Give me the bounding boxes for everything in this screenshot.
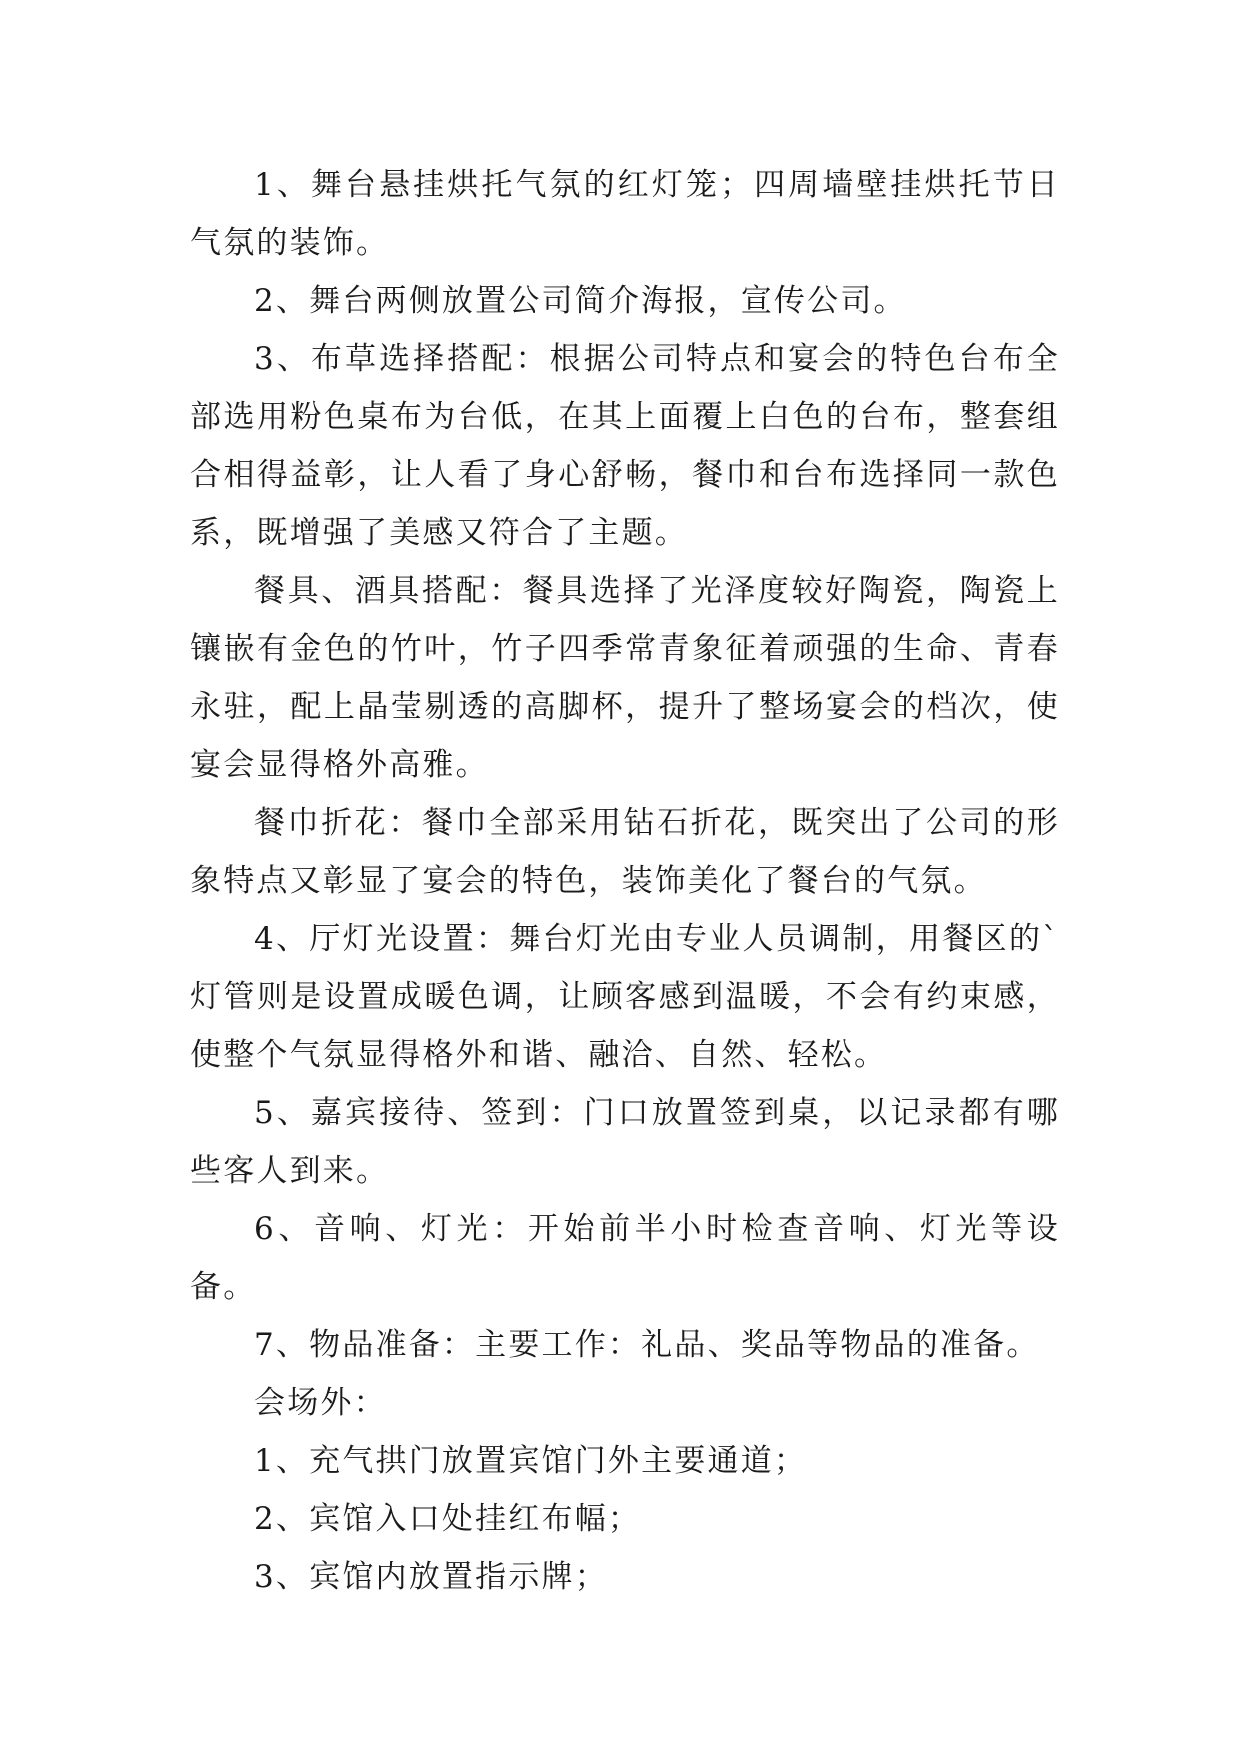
paragraph-napkin-folding: 餐巾折花：餐巾全部采用钻石折花，既突出了公司的形象特点又彰显了宴会的特色，装饰美化了餐台的气氛。 bbox=[190, 805, 1060, 899]
paragraph-tableware: 餐具、酒具搭配：餐具选择了光泽度较好陶瓷，陶瓷上镶嵌有金色的竹叶，竹子四季常青象征着顽强的生命、青春永驻，配上晶莹剔透的高脚杯，提升了整场宴会的档次，使宴会显得格外高雅。 bbox=[190, 573, 1060, 783]
paragraph-linen-selection: 3、布草选择搭配：根据公司特点和宴会的特色台布全部选用粉色桌布为台低，在其上面覆上白色的台布，整套组合相得益彰，让人看了身心舒畅，餐巾和台布选择同一款色系，既增强了美感又符合了主题。 bbox=[190, 341, 1060, 551]
document-body bbox=[190, 156, 1060, 1606]
paragraph-audio-lighting: 6、音响、灯光：开始前半小时检查音响、灯光等设备。 bbox=[190, 1211, 1060, 1305]
paragraph-item-preparation: 7、物品准备：主要工作：礼品、奖品等物品的准备。 bbox=[254, 1327, 1040, 1363]
paragraph-signage: 3、宾馆内放置指示牌； bbox=[254, 1559, 608, 1595]
paragraph-inflatable-arch: 1、充气拱门放置宾馆门外主要通道； bbox=[254, 1443, 808, 1479]
section-heading-outside-venue: 会场外： bbox=[254, 1385, 387, 1421]
paragraph-hall-lighting: 4、厅灯光设置：舞台灯光由专业人员调制，用餐区的`灯管则是设置成暖色调，让顾客感到温暖，不会有约束感，使整个气氛显得格外和谐、融洽、自然、轻松。 bbox=[190, 921, 1060, 1073]
paragraph-stage-decoration: 1、舞台悬挂烘托气氛的红灯笼；四周墙壁挂烘托节日气氛的装饰。 bbox=[190, 167, 1060, 261]
paragraph-guest-reception: 5、嘉宾接待、签到：门口放置签到桌，以记录都有哪些客人到来。 bbox=[190, 1095, 1060, 1189]
paragraph-red-banner: 2、宾馆入口处挂红布幅； bbox=[254, 1501, 642, 1537]
paragraph-company-poster: 2、舞台两侧放置公司简介海报，宣传公司。 bbox=[254, 283, 907, 319]
